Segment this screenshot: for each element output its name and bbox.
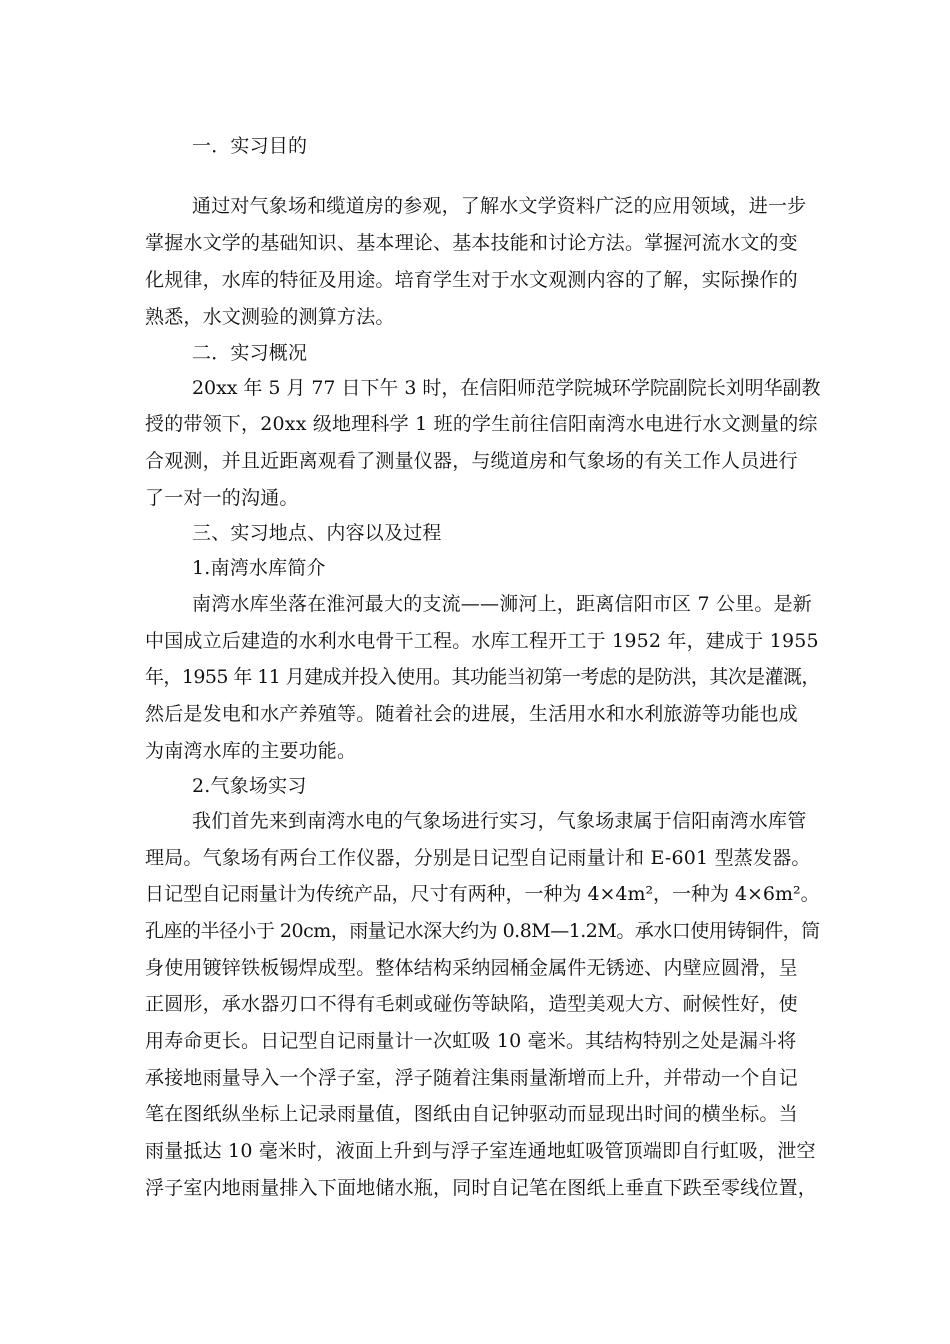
paragraph-line: 身使用镀锌铁板锡焊成型。整体结构采纳园桶金属件无锈迹、内壁应圆滑，呈 <box>145 957 798 979</box>
paragraph-line: 笔在图纸纵坐标上记录雨量值，图纸由自记钟驱动而显现出时间的横坐标。当 <box>145 1103 798 1125</box>
paragraph-line: 南湾水库坐落在淮河最大的支流——浉河上，距离信阳市区 7 公里。是新 <box>192 593 812 615</box>
section-heading-2: 二．实习概况 <box>192 342 308 364</box>
paragraph-line: 掌握水文学的基础知识、基本理论、基本技能和讨论方法。掌握河流水文的变 <box>145 232 798 254</box>
section-heading-1: 一．实习目的 <box>192 135 308 157</box>
paragraph-line: 孔座的半径小于 20cm，雨量记水深大约为 0.8M—1.2M。承水口使用铸铜件，筒 <box>145 920 820 942</box>
paragraph-line: 雨量抵达 10 毫米时，液面上升到与浮子室连通地虹吸管顶端即自行虹吸，泄空 <box>145 1140 816 1162</box>
subsection-heading-1: 1.南湾水库简介 <box>192 557 326 579</box>
paragraph-line: 用寿命更长。日记型自记雨量计一次虹吸 10 毫米。其结构特别之处是漏斗将 <box>145 1030 797 1052</box>
paragraph-line: 授的带领下，20xx 级地理科学 1 班的学生前往信阳南湾水电进行水文测量的综 <box>145 413 818 435</box>
paragraph-line: 承接地雨量导入一个浮子室，浮子随着注集雨量渐增而上升，并带动一个自记 <box>145 1067 798 1089</box>
paragraph-line: 合观测，并且近距离观看了测量仪器，与缆道房和气象场的有关工作人员进行 <box>145 450 798 472</box>
section-heading-3: 三、实习地点、内容以及过程 <box>192 522 442 544</box>
paragraph-line: 正圆形，承水器刃口不得有毛刺或碰伤等缺陷，造型美观大方、耐候性好，使 <box>145 993 798 1015</box>
paragraph-line: 浮子室内地雨量排入下面地储水瓶，同时自记笔在图纸上垂直下跌至零线位置， <box>145 1177 818 1199</box>
paragraph-line: 熟悉，水文测验的测算方法。 <box>145 306 395 328</box>
paragraph-line: 理局。气象场有两台工作仪器，分别是日记型自记雨量计和 E-601 型蒸发器。 <box>145 847 811 869</box>
paragraph-line: 了一对一的沟通。 <box>145 487 299 509</box>
paragraph-line: 为南湾水库的主要功能。 <box>145 740 357 762</box>
paragraph-line: 我们首先来到南湾水电的气象场进行实习，气象场隶属于信阳南湾水库管 <box>192 810 807 832</box>
paragraph-line: 20xx 年 5 月 77 日下午 3 时，在信阳师范学院城环学院副院长刘明华副教 <box>192 377 821 399</box>
subsection-heading-2: 2.气象场实习 <box>192 775 307 797</box>
paragraph-line: 化规律，水库的特征及用途。培育学生对于水文观测内容的了解，实际操作的 <box>145 269 798 291</box>
paragraph-line: 通过对气象场和缆道房的参观，了解水文学资料广泛的应用领域，进一步 <box>192 195 807 217</box>
paragraph-line: 中国成立后建造的水利水电骨干工程。水库工程开工于 1952 年，建成于 1955 <box>145 630 819 652</box>
paragraph-line: 年，1955 年 11 月建成并投入使用。其功能当初第一考虑的是防洪，其次是灌溉， <box>145 666 820 688</box>
paragraph-line: 日记型自记雨量计为传统产品，尺寸有两种，一种为 4×4m²，一种为 4×6m²。 <box>145 883 820 905</box>
paragraph-line: 然后是发电和水产养殖等。随着社会的进展，生活用水和水利旅游等功能也成 <box>145 703 798 725</box>
